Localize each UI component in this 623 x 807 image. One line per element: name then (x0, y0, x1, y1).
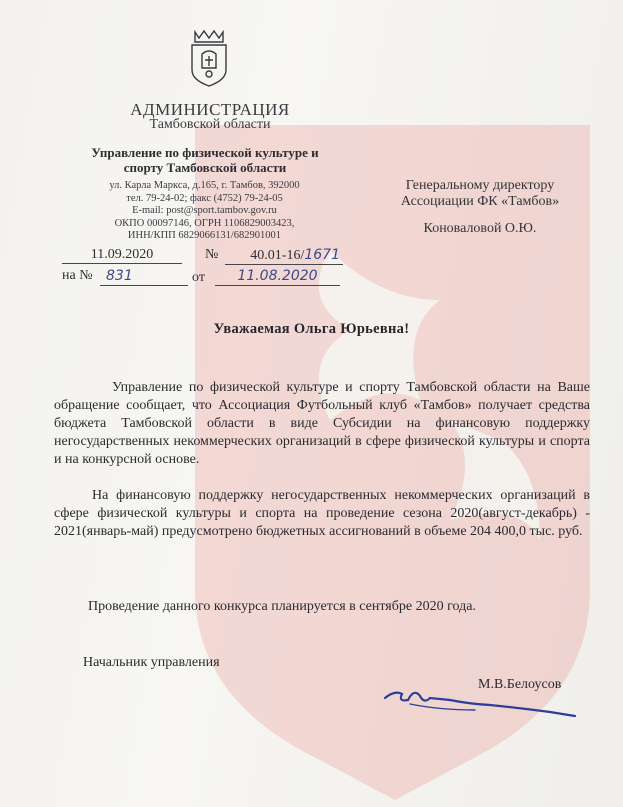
admin-title: АДМИНИСТРАЦИЯ (130, 100, 290, 119)
reply-label: на № (62, 268, 93, 283)
addressee-line-2: Ассоциации ФК «Тамбов» (400, 194, 560, 209)
phone-fax: тел. 79-24-02; факс (4752) 79-24-05 (126, 192, 283, 204)
admin-subtitle: Тамбовской области (149, 117, 271, 132)
outgoing-number-handwritten: 1671 (304, 247, 340, 263)
addressee-line-1: Генеральному директору (405, 178, 555, 193)
outgoing-date: 11.09.2020 (62, 247, 182, 264)
address: ул. Карла Маркса, д.165, г. Тамбов, 392000 (109, 180, 300, 191)
greeting: Уважаемая Ольга Юрьевна! (213, 321, 410, 337)
paragraph-3: Проведение данного конкурса планируется в сентябре 2020 года. (88, 599, 476, 614)
reply-date-handwritten: 11.08.2020 (237, 268, 318, 284)
outgoing-number-printed: 40.01-16/ (250, 248, 305, 263)
reply-number (100, 268, 188, 286)
paragraph-2: На финансовую поддержку негосударственных некоммерческих организаций в сфере физической культуры и спорта на проведение сезона 2020(август-декабрь) - 2021(январь-май) предусмотрено бюджетных ассигнований в объеме 204 400,0 тыс. руб. (54, 488, 590, 539)
okpo-ogrn: ОКПО 00097146, ОГРН 1106829003423, (114, 217, 295, 229)
addressee-name: Коноваловой О.Ю. (423, 221, 537, 236)
inn-kpp: ИНН/КПП 6829066131/682901001 (127, 230, 282, 241)
handwritten-signature-icon (380, 680, 580, 725)
contact-details (82, 180, 327, 243)
addressee-block (365, 178, 595, 210)
signatory-name: М.В.Белоусов (478, 677, 562, 692)
tambov-coat-of-arms-icon (187, 28, 231, 88)
email: E-mail: post@sport.tambov.gov.ru (132, 205, 277, 216)
paragraph-1: Управление по физической культуре и спорту Тамбовской области на Ваше обращение сообщает, что Ассоциация Футбольный клуб «Тамбов» получает средства бюджета Тамбовской области в виде Субсидии на финансовую поддержку негосударственных некоммерческих организаций в сфере физической культуры и спорта и на конкурсной основе. (54, 380, 590, 467)
signatory-position: Начальник управления (83, 655, 220, 670)
number-sign: № (205, 247, 219, 262)
from-label: от (192, 270, 205, 285)
outgoing-number (225, 247, 343, 265)
reply-date (215, 268, 340, 286)
reply-number-handwritten: 831 (106, 268, 133, 284)
department-line-2: спорту Тамбовской области (123, 160, 287, 175)
department-name (65, 145, 345, 175)
department-line-1: Управление по физической культуре и (91, 145, 319, 160)
